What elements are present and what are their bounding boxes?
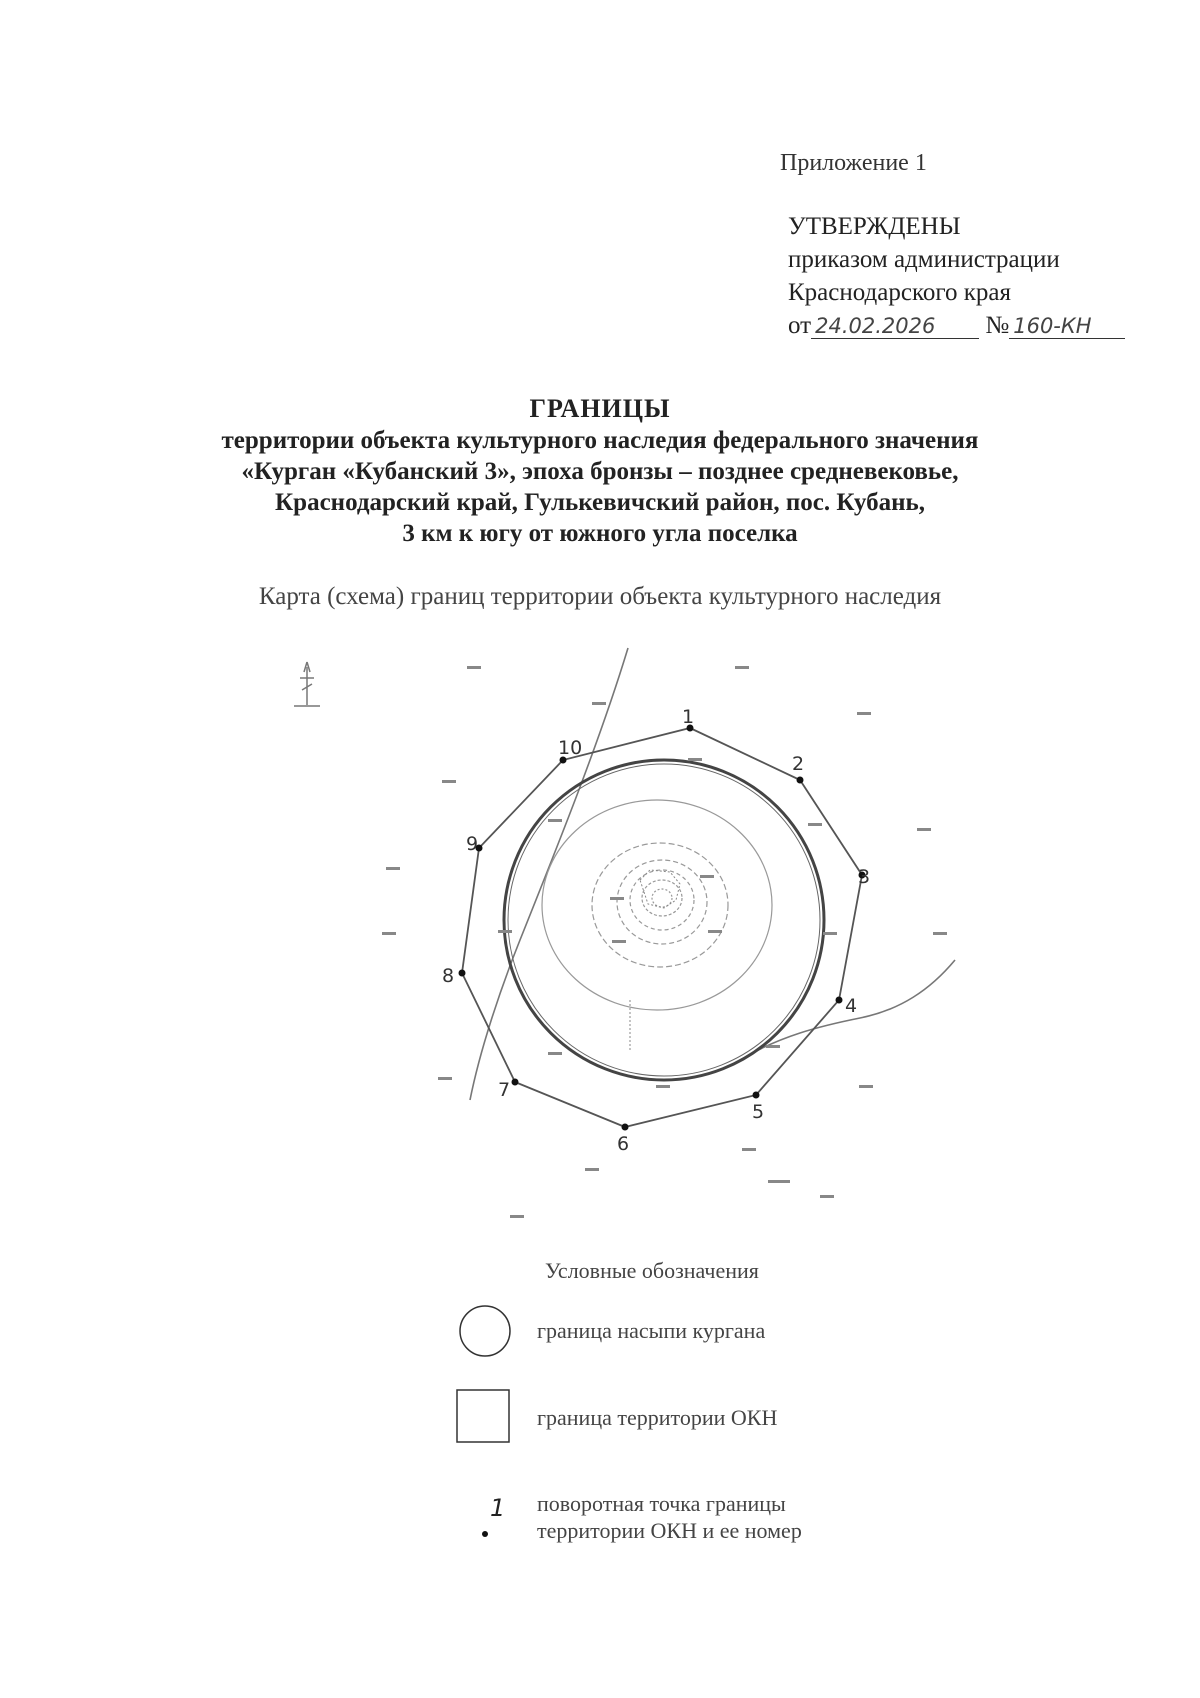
legend-label-mound: граница насыпи кургана — [537, 1318, 766, 1343]
by-order-label: приказом администрации — [788, 246, 1060, 273]
title-main: ГРАНИЦЫ — [529, 394, 671, 423]
point-label-4: 4 — [845, 995, 858, 1017]
handwritten-date: 24.02.2026 — [811, 314, 979, 339]
title-line-4: 3 км к югу от южного угла поселка — [402, 520, 798, 547]
title-line-3: Краснодарский край, Гулькевичский район, пос. Кубань, — [275, 489, 925, 516]
point-marker-icon — [455, 1490, 515, 1546]
title-line-1: территории объекта культурного наследия федерального значения — [221, 427, 979, 454]
legend-point-number: 1 — [490, 1494, 506, 1522]
square-icon — [455, 1388, 515, 1444]
contour-lines — [542, 800, 772, 1010]
handwritten-number: 160-КН — [1009, 314, 1125, 339]
date-prefix: от — [788, 312, 812, 339]
legend-item-point — [455, 1490, 955, 1560]
legend-item-territory — [455, 1388, 955, 1448]
legend-item-mound — [455, 1303, 955, 1363]
legend-label-point-line-1: поворотная точка границы — [537, 1491, 786, 1516]
point-label-6: 6 — [617, 1133, 630, 1155]
legend-label-point-line-2: территории ОКН и ее номер — [537, 1518, 802, 1543]
title-line-2: «Курган «Кубанский 3», эпоха бронзы – позднее средневековье, — [241, 458, 959, 485]
point-label-10: 10 — [558, 737, 583, 759]
legend-title: Условные обозначения — [545, 1258, 759, 1283]
mound-boundary-circle — [504, 760, 824, 1080]
number-sign: № — [985, 312, 1010, 339]
point-label-3: 3 — [858, 866, 871, 888]
region-label: Краснодарского края — [788, 279, 1011, 306]
summit-marks — [630, 870, 680, 1050]
legend-label-point — [537, 1490, 802, 1544]
legend-label-territory: граница территории ОКН — [537, 1405, 778, 1430]
point-label-1: 1 — [682, 706, 695, 728]
appendix-label: Приложение 1 — [780, 150, 927, 176]
map-subtitle: Карта (схема) границ территории объекта культурного наследия — [258, 583, 942, 610]
road-lines — [470, 648, 955, 1100]
approved-label: УТВЕРЖДЕНЫ — [788, 213, 961, 240]
north-arrow-icon — [294, 662, 320, 706]
point-label-8: 8 — [442, 965, 455, 987]
point-label-7: 7 — [498, 1079, 511, 1101]
territory-boundary-polygon — [462, 728, 862, 1127]
point-label-5: 5 — [752, 1101, 765, 1123]
point-label-9: 9 — [466, 833, 479, 855]
point-label-2: 2 — [792, 753, 805, 775]
circle-icon — [455, 1303, 515, 1359]
